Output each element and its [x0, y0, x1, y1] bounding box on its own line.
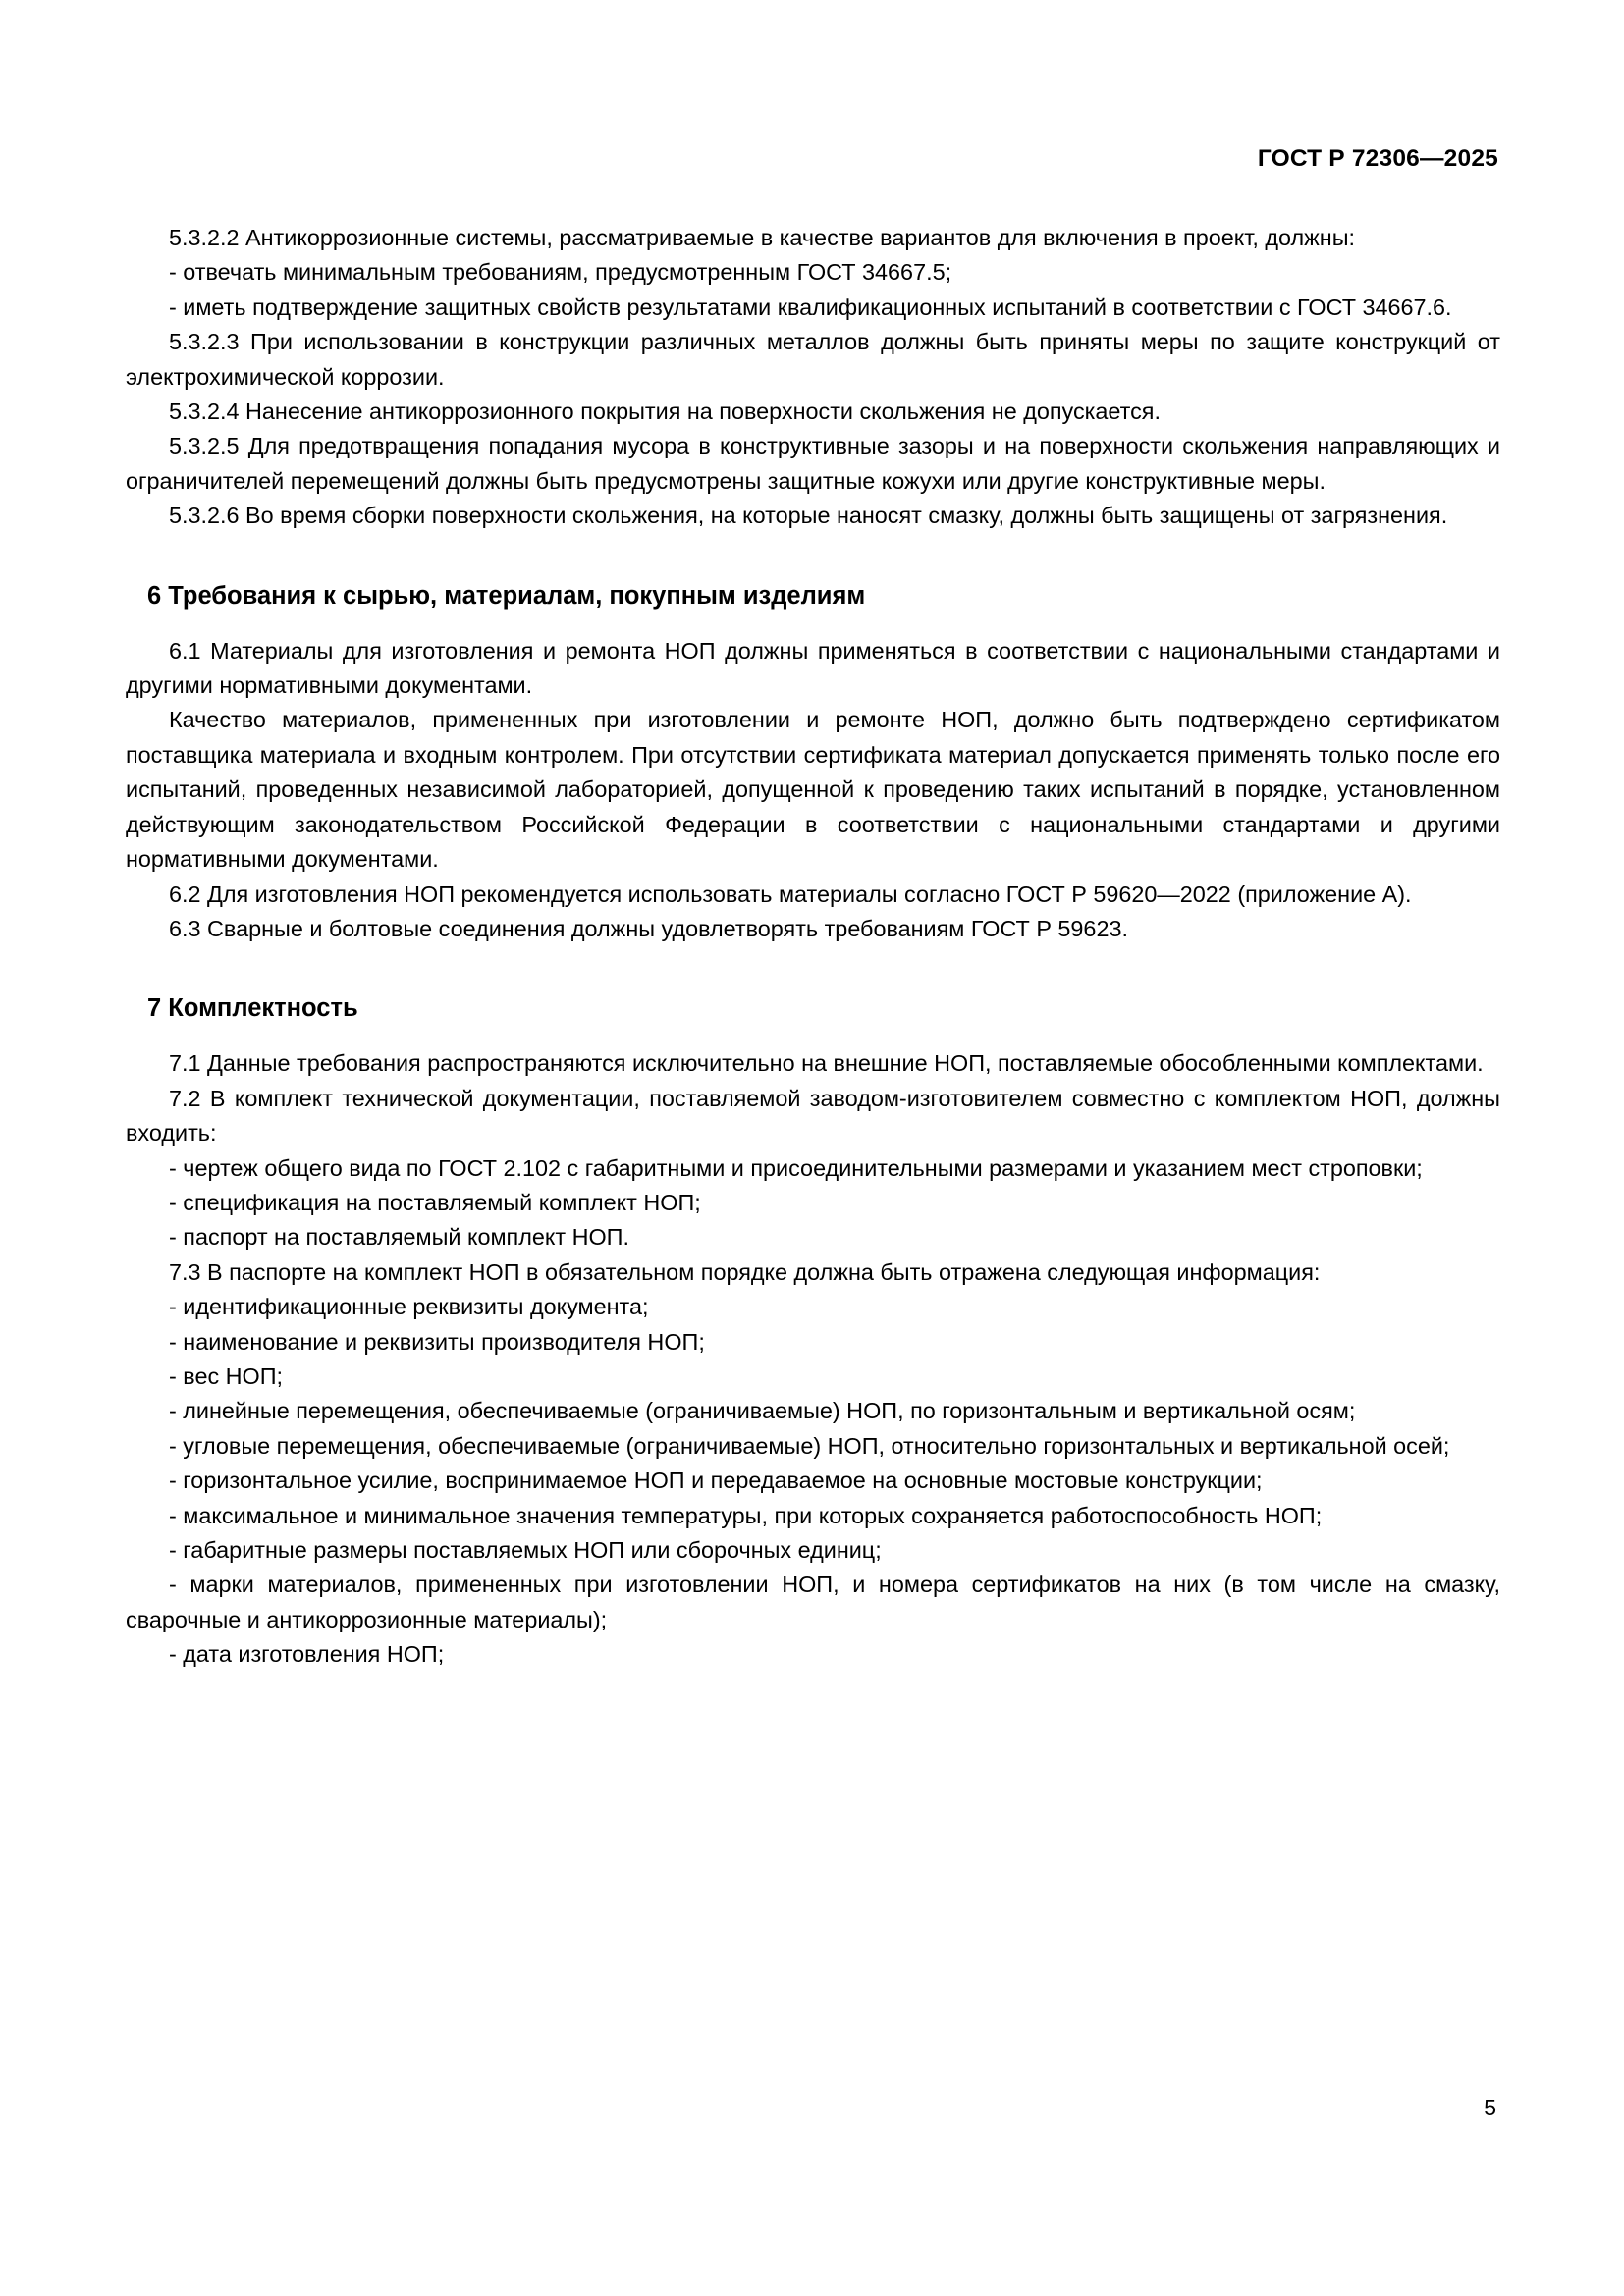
section-heading-6: 6 Требования к сырью, материалам, покупным изделиям: [147, 581, 866, 610]
paragraph-6-2: 6.2 Для изготовления НОП рекомендуется использовать материалы согласно ГОСТ Р 59620—2022 (приложение А).: [169, 881, 1412, 907]
list-item: - чертеж общего вида по ГОСТ 2.102 с габаритными и присоединительными размерами и указанием мест строповки;: [169, 1154, 1423, 1181]
list-item: - марки материалов, примененных при изготовлении НОП, и номера сертификатов на них (в том числе на смазку, сварочные и антикоррозионные материалы);: [126, 1572, 1500, 1632]
list-item: - иметь подтверждение защитных свойств результатами квалификационных испытаний в соответствии с ГОСТ 34667.6.: [169, 294, 1452, 320]
spacer: [126, 534, 1500, 579]
spacer: [126, 613, 1500, 634]
list-item: - отвечать минимальным требованиям, предусмотренным ГОСТ 34667.5;: [169, 259, 952, 286]
page-header-standard-id: ГОСТ Р 72306—2025: [1257, 145, 1498, 172]
list-item: - максимальное и минимальное значения температуры, при которых сохраняется работоспособность НОП;: [169, 1502, 1323, 1528]
paragraph-7-3: 7.3 В паспорте на комплект НОП в обязательном порядке должна быть отражена следующая информация:: [169, 1258, 1321, 1285]
paragraph-7-2: 7.2 В комплект технической документации, поставляемой заводом-изготовителем совместно с комплектом НОП, должны входить:: [126, 1085, 1500, 1147]
spacer: [126, 1025, 1500, 1046]
list-item: - наименование и реквизиты производителя НОП;: [169, 1328, 705, 1355]
list-item: - идентификационные реквизиты документа;: [169, 1294, 649, 1320]
list-item: - габаритные размеры поставляемых НОП или сборочных единиц;: [169, 1537, 882, 1563]
page-number: 5: [1484, 2095, 1496, 2120]
paragraph-6-1-continued: Качество материалов, примененных при изготовлении и ремонте НОП, должно быть подтверждено сертификатом поставщика материала и входным контролем. При отсутствии сертификата материал допускается применять только после его испытаний, проведенных независимой лабораторией, допущенной к проведению таких испытаний в порядке, установленном действующим законодательством Российской Федерации в соответствии с национальными стандартами и другими нормативными документами.: [126, 707, 1500, 873]
list-item: - горизонтальное усилие, воспринимаемое НОП и передаваемое на основные мостовые конструкции;: [169, 1468, 1263, 1494]
section-heading-7: 7 Комплектность: [147, 994, 358, 1023]
list-item: - паспорт на поставляемый комплект НОП.: [169, 1224, 629, 1251]
list-item: - дата изготовления НОП;: [169, 1641, 445, 1668]
list-item: - спецификация на поставляемый комплект НОП;: [169, 1189, 701, 1215]
page-body: [126, 221, 1500, 1673]
paragraph-5-3-2-6: 5.3.2.6 Во время сборки поверхности скольжения, на которые наносят смазку, должны быть защищены от загрязнения.: [169, 503, 1448, 529]
paragraph-5-3-2-4: 5.3.2.4 Нанесение антикоррозионного покрытия на поверхности скольжения не допускается.: [169, 399, 1161, 425]
list-item: - линейные перемещения, обеспечиваемые (ограничиваемые) НОП, по горизонтальным и вертикальной осям;: [169, 1398, 1356, 1424]
paragraph-5-3-2-2: 5.3.2.2 Антикоррозионные системы, рассматриваемые в качестве вариантов для включения в проект, должны:: [169, 225, 1356, 250]
paragraph-5-3-2-3: 5.3.2.3 При использовании в конструкции различных металлов должны быть приняты меры по защите конструкций от электрохимической коррозии.: [126, 329, 1500, 390]
paragraph-6-1: 6.1 Материалы для изготовления и ремонта НОП должны применяться в соответствии с национальными стандартами и другими нормативными документами.: [126, 637, 1500, 699]
list-item: - вес НОП;: [169, 1362, 284, 1389]
list-item: - угловые перемещения, обеспечиваемые (ограничиваемые) НОП, относительно горизонтальных и вертикальной осей;: [169, 1432, 1450, 1459]
paragraph-7-1: 7.1 Данные требования распространяются исключительно на внешние НОП, поставляемые обособленными комплектами.: [169, 1050, 1484, 1077]
paragraph-5-3-2-5: 5.3.2.5 Для предотвращения попадания мусора в конструктивные зазоры и на поверхности скольжения направляющих и ограничителей перемещений должны быть предусмотрены защитные кожухи или другие конструктивные меры.: [126, 433, 1500, 494]
paragraph-6-3: 6.3 Сварные и болтовые соединения должны удовлетворять требованиям ГОСТ Р 59623.: [169, 915, 1128, 941]
spacer: [126, 946, 1500, 991]
